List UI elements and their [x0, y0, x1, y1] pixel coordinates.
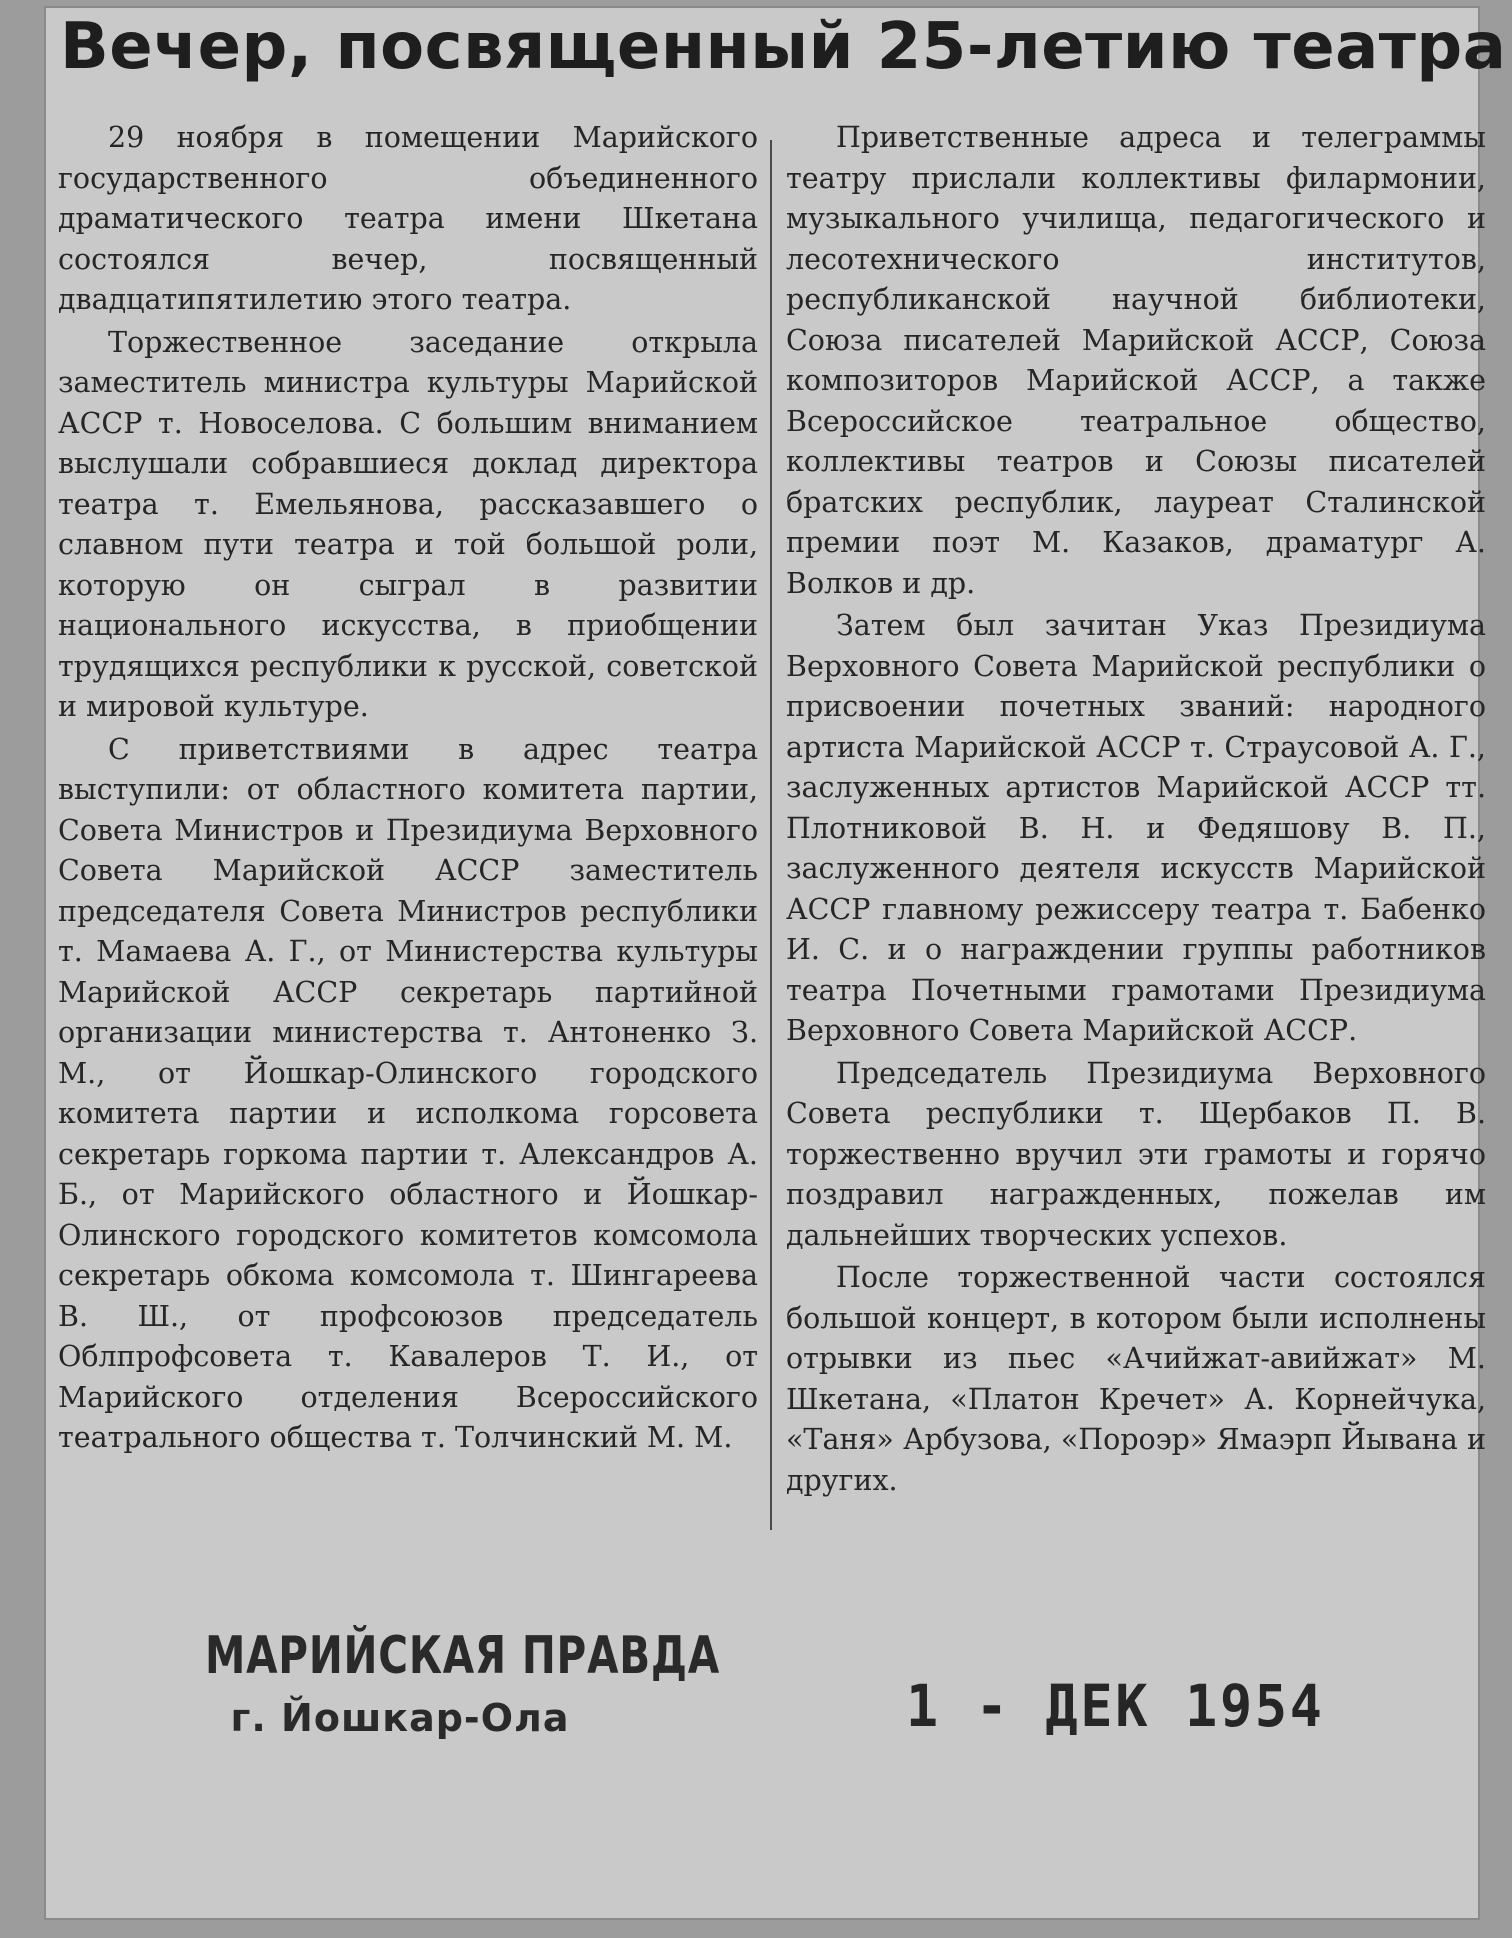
article-headline: Вечер, посвященный 25-летию театра	[60, 10, 1507, 84]
newspaper-city: г. Йошкар-Ола	[230, 1696, 570, 1740]
column-divider	[770, 140, 772, 1530]
paragraph: Приветственные адреса и телеграммы театру прислали коллективы филармонии, музыкального училища, педагогического и лесотехнического институтов, республиканской научной библиотеки, Союза писателей Марийской АССР, Союза композиторов Марийской АССР, а также Всероссийское театральное общество, коллективы театров и Союзы писателей братских республик, лауреат Сталинской премии поэт М. Казаков, драматург А. Волков и др.	[786, 121, 1486, 600]
newspaper-name: МАРИЙСКАЯ ПРАВДА	[205, 1626, 721, 1686]
paragraph: Затем был зачитан Указ Президиума Верховного Совета Марийской республики о присвоении почетных званий: народного артиста Марийской АССР т. Страусовой А. Г., заслуженных артистов Марийской АССР тт. Плотниковой В. Н. и Федяшову В. П., заслуженного деятеля искусств Марийской АССР главному режиссеру театра т. Бабенко И. С. и о награждении группы работников театра Почетными грамотами Президиума Верховного Совета Марийской АССР.	[786, 609, 1486, 1047]
newspaper-stamp	[150, 1626, 721, 1740]
paragraph: 29 ноября в помещении Марийского государственного объединенного драматического театра имени Шкетана состоялся вечер, посвященный двадцатипятилетию этого театра.	[58, 121, 758, 316]
paragraph: После торжественной части состоялся большой концерт, в котором были исполнены отрывки из пьес «Ачийжат-авийжат» М. Шкетана, «Платон Кречет» А. Корнейчука, «Таня» Арбузова, «Пороэр» Ямаэрп Йывана и других.	[786, 1261, 1486, 1497]
date-stamp: 1 - ДЕК 1954	[906, 1672, 1325, 1740]
paragraph: Торжественное заседание открыла заместитель министра культуры Марийской АССР т. Новоселова. С большим вниманием выслушали собравшиеся доклад директора театра т. Емельянова, рассказавшего о славном пути театра и той большой роли, которую он сыграл в развитии национального искусства, в приобщении трудящихся республики к русской, советской и мировой культуре.	[58, 325, 758, 723]
article-column-right	[786, 118, 1486, 1503]
paragraph: С приветствиями в адрес театра выступили: от областного комитета партии, Совета Министров и Президиума Верховного Совета Марийской АССР заместитель председателя Совета Министров республики т. Мамаева А. Г., от Министерства культуры Марийской АССР секретарь партийной организации министерства т. Антоненко З. М., от Йошкар-Олинского городского комитета партии и исполкома горсовета секретарь горкома партии т. Александров А. Б., от Марийского областного и Йошкар-Олинского городского комитетов комсомола секретарь обкома комсомола т. Шингареева В. Ш., от профсоюзов председатель Облпрофсовета т. Кавалеров Т. И., от Марийского отделения Всероссийского театрального общества т. Толчинский М. М.	[58, 732, 758, 1454]
article-column-left	[58, 118, 758, 1461]
paragraph: Председатель Президиума Верховного Совета республики т. Щербаков П. В. торжественно вручил эти грамоты и горячо поздравил награжденных, пожелав им дальнейших творческих успехов.	[786, 1056, 1486, 1252]
